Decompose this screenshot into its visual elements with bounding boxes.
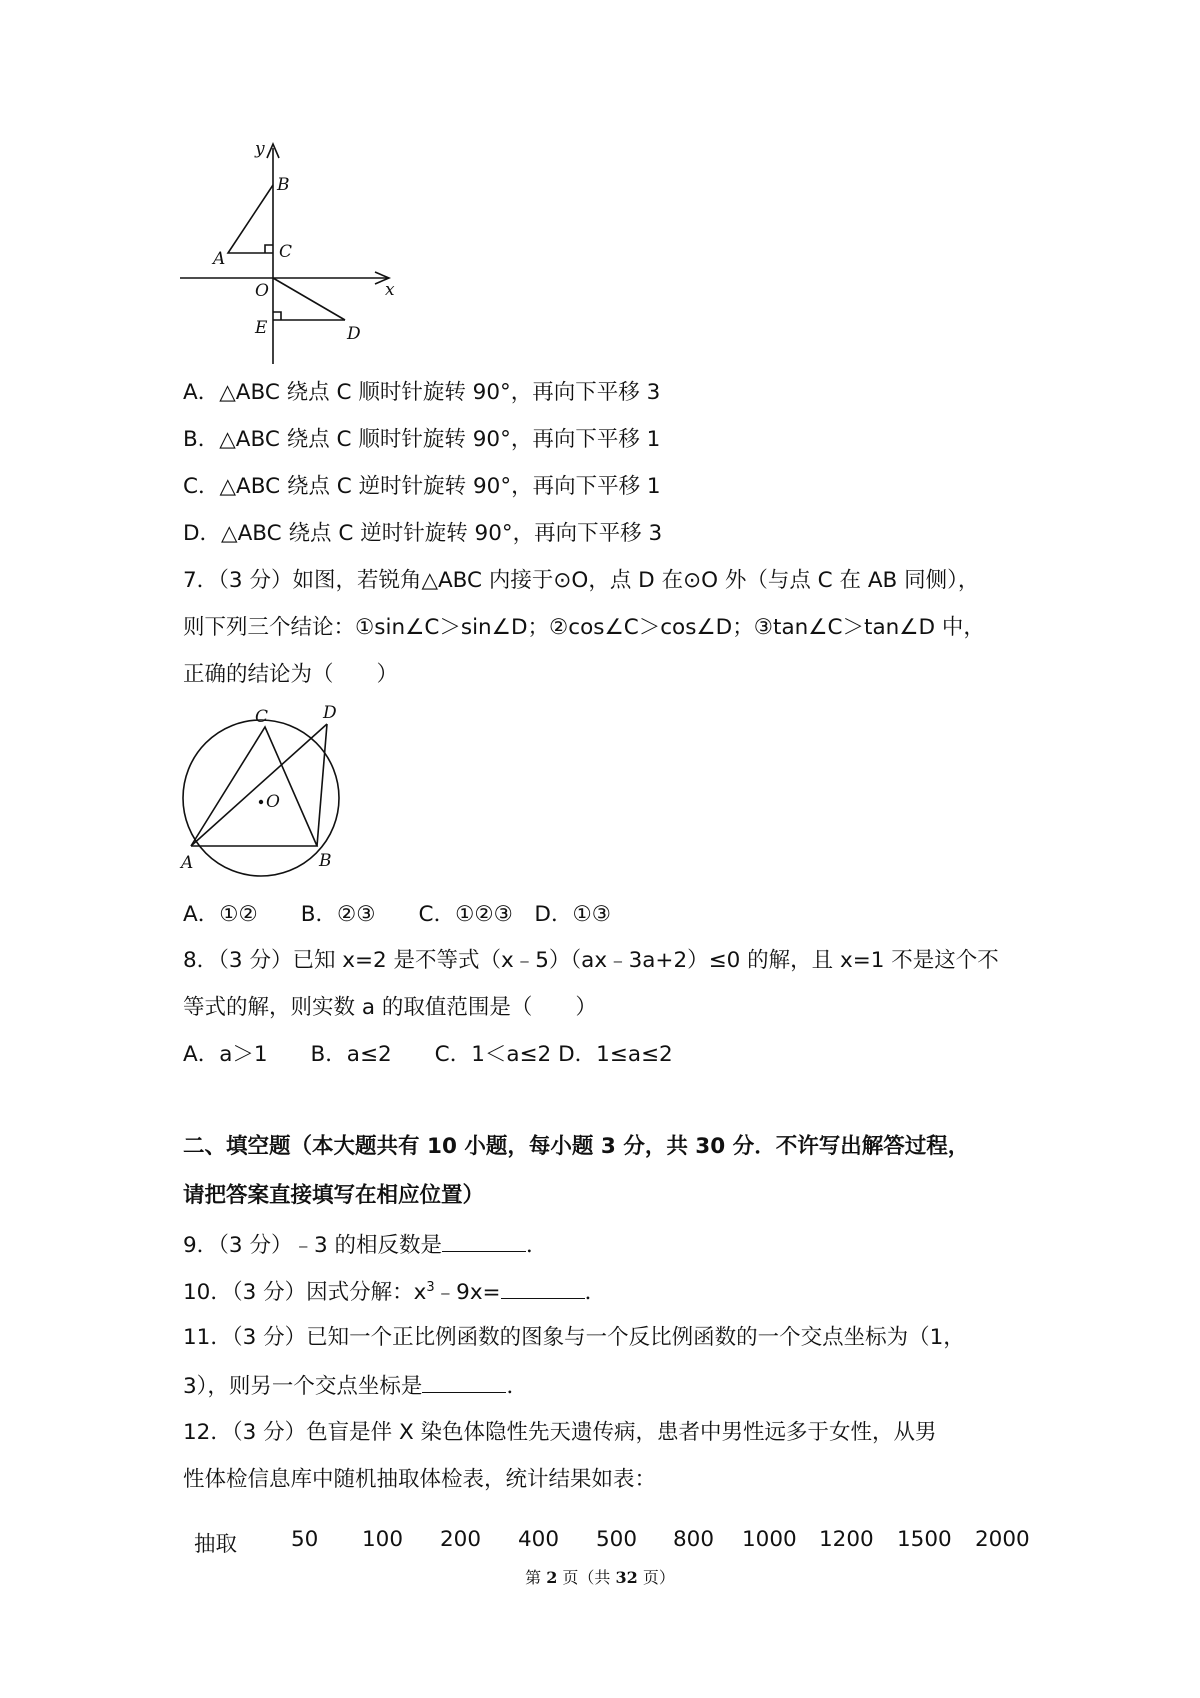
q6-option-a: A．△ABC 绕点 C 顺时针旋转 90°，再向下平移 3 xyxy=(183,380,661,405)
label-b: B xyxy=(277,175,290,195)
table-header-cell: 抽取 xyxy=(194,1532,238,1557)
q10-answer-blank[interactable] xyxy=(501,1276,585,1299)
q11-line-2 xyxy=(183,1370,528,1402)
coordinate-figure xyxy=(175,140,415,370)
table-row xyxy=(190,1527,1030,1559)
q9-answer-blank[interactable] xyxy=(442,1229,526,1252)
table-cell: 100 xyxy=(362,1527,404,1552)
label-e: E xyxy=(255,318,268,338)
table-cell: 200 xyxy=(440,1527,482,1552)
segment-od xyxy=(273,278,345,320)
table-cell: 1000 xyxy=(742,1527,797,1552)
page-footer xyxy=(0,1565,1200,1588)
label-o: O xyxy=(255,281,269,301)
q11-line-1: 11．（3 分）已知一个正比例函数的图象与一个反比例函数的一个交点坐标为（1， xyxy=(183,1325,965,1350)
center-dot xyxy=(259,800,263,804)
q9-text: 9．（3 分）﹣3 的相反数是 xyxy=(183,1233,442,1258)
q8-line-1: 8．（3 分）已知 x=2 是不等式（x﹣5）（ax﹣3a+2）≤0 的解，且 x=1 不是这个不 xyxy=(183,948,999,973)
table-cell: 500 xyxy=(596,1527,638,1552)
q6-option-b: B．△ABC 绕点 C 顺时针旋转 90°，再向下平移 1 xyxy=(183,427,661,452)
right-angle-e xyxy=(273,312,281,320)
table-cell: 1200 xyxy=(819,1527,874,1552)
footer-text-end: 页） xyxy=(637,1568,675,1587)
q10-text: 10．（3 分）因式分解：x xyxy=(183,1280,427,1305)
section-2-heading-cont: 请把答案直接填写在相应位置） xyxy=(183,1183,485,1208)
q10-end: ． xyxy=(584,1280,607,1305)
label-x: x xyxy=(385,280,395,300)
q10-text-mid: ﹣9x= xyxy=(434,1280,501,1305)
q12-line-2: 性体检信息库中随机抽取体检表，统计结果如表： xyxy=(183,1467,657,1492)
q9 xyxy=(183,1229,547,1261)
circle-o xyxy=(183,720,339,876)
label-d: D xyxy=(323,703,337,723)
table-cell: 400 xyxy=(518,1527,560,1552)
table-cell: 800 xyxy=(673,1527,715,1552)
q12-line-1: 12．（3 分）色盲是伴 X 染色体隐性先天遗传病，患者中男性远多于女性，从男 xyxy=(183,1420,937,1445)
right-angle-c xyxy=(265,245,273,253)
table-cell: 1500 xyxy=(897,1527,952,1552)
table-cell: 2000 xyxy=(975,1527,1030,1552)
triangle-abc xyxy=(228,185,273,253)
q6-option-c: C．△ABC 绕点 C 逆时针旋转 90°，再向下平移 1 xyxy=(183,474,661,499)
q8-options: A．a＞1 B．a≤2 C．1＜a≤2 D．1≤a≤2 xyxy=(183,1042,673,1067)
label-c: C xyxy=(255,707,269,727)
label-c: C xyxy=(279,242,293,262)
label-a: A xyxy=(181,853,194,873)
q11-text: 3），则另一个交点坐标是 xyxy=(183,1374,423,1399)
q10-exponent: 3 xyxy=(426,1279,435,1295)
q7-line-1: 7．（3 分）如图，若锐角△ABC 内接于⊙O，点 D 在⊙O 外（与点 C 在 AB 同侧）， xyxy=(183,568,980,593)
label-o: O xyxy=(266,792,280,812)
footer-text: 第 xyxy=(525,1568,547,1587)
total-pages: 32 xyxy=(615,1568,638,1587)
section-2-heading: 二、填空题（本大题共有 10 小题，每小题 3 分，共 30 分．不许写出解答过程， xyxy=(183,1134,970,1159)
q9-end: ． xyxy=(525,1233,548,1258)
q11-answer-blank[interactable] xyxy=(422,1370,506,1393)
q7-line-2: 则下列三个结论：①sin∠C＞sin∠D；②cos∠C＞cos∠D；③tan∠C＞tan∠D 中， xyxy=(183,615,985,640)
label-d: D xyxy=(347,324,361,344)
footer-text-mid: 页（共 xyxy=(557,1568,616,1587)
q7-options: A．①② B．②③ C．①②③ D．①③ xyxy=(183,902,611,927)
q8-line-2: 等式的解，则实数 a 的取值范围是（ ） xyxy=(183,995,597,1020)
label-a: A xyxy=(213,249,226,269)
label-y: y xyxy=(255,140,265,159)
segment-bd xyxy=(317,724,327,846)
circle-figure xyxy=(175,700,355,880)
q6-option-d: D．△ABC 绕点 C 逆时针旋转 90°，再向下平移 3 xyxy=(183,521,663,546)
table-cell: 50 xyxy=(291,1527,319,1552)
segment-ad xyxy=(191,724,327,846)
q11-end: ． xyxy=(506,1374,528,1399)
page-number: 2 xyxy=(546,1568,558,1587)
q7-line-3: 正确的结论为（ ） xyxy=(183,662,399,687)
label-b: B xyxy=(319,851,332,871)
q10 xyxy=(183,1276,606,1308)
